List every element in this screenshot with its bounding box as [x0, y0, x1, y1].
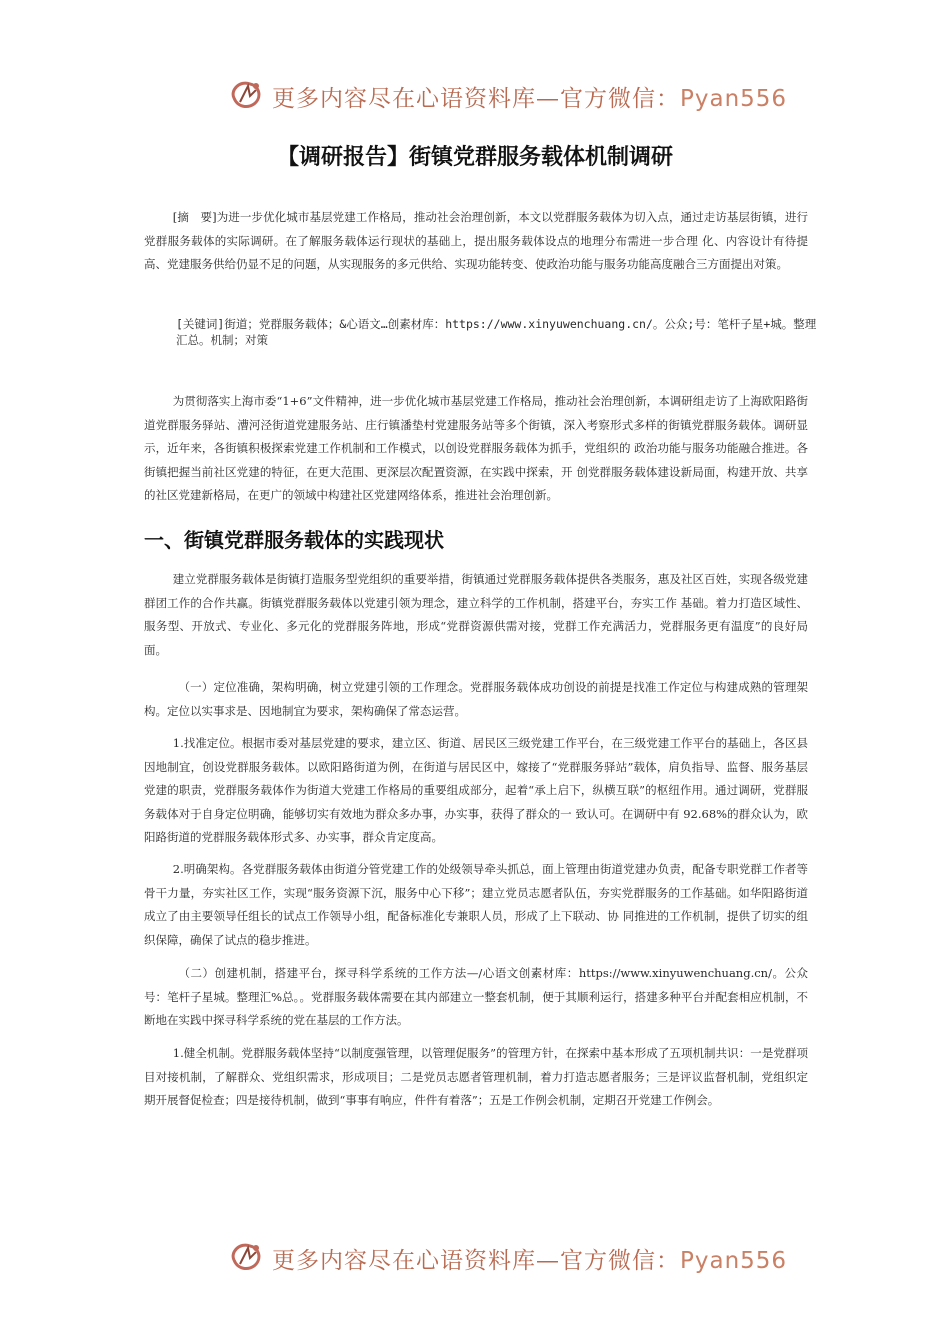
logo-icon: [226, 1238, 268, 1274]
point-paragraph-1: 1.找准定位。根据市委对基层党建的要求，建立区、街道、居民区三级党建工作平台，在三级党建工作平台的基础上，各区县因地制宜，创设党群服务载体。以欧阳路街道为例，在街道与居民区中，嫁接了“党群服务驿站”载体，肩负指导、监督、服务基层党建的职责，党群服务载体作为街道大党建工作格局的重要组成部分，起着“承上启下，纵横互联”的枢纽作用。通过调研，党群服务载体对于自身定位明确，能够切实有效地为群众多办事，办实事，获得了群众的一 致认可。在调研中有 92.68%的群众认为，欧阳路街道的党群服务载体形式多、办实事，群众肯定度高。: [144, 736, 808, 844]
header-watermark-banner: [0, 74, 950, 114]
banner-text: 更多内容尽在心语资料库—官方微信：Pyan556: [272, 1248, 788, 1274]
keywords-line: [关键词]街道；党群服务载体；&心语文…创素材库：https://www.xinyuwenchuang.cn/。公众;号：笔杆子星+城。整理汇总。机制；对策: [176, 317, 817, 347]
subsection-paragraph-1: （一）定位准确，架构明确，树立党建引领的工作理念。党群服务载体成功创设的前提是找准工作定位与构建成熟的管理架构。定位以实事求是、因地制宜为要求，架构确保了常态运营。: [144, 680, 808, 718]
subsection-paragraph-2: （二）创建机制，搭建平台，探寻科学系统的工作方法—/心语文创素材库：https://www.xinyuwenchuang.cn/。公众号：笔杆子星城。整理汇%总。。党群服务载体需要在其内部建立一整套机制，便于其顺利运行，搭建多种平台并配套相应机制，不断地在实践中探寻科学系统的党在基层的工作方法。: [144, 966, 808, 1027]
abstract-paragraph: [摘 要]为进一步优化城市基层党建工作格局，推动社会治理创新，本文以党群服务载体为切入点，通过走访基层街镇，进行党群服务载体的实际调研。在了解服务载体运行现状的基础上，提出服务载体设点的地理分布需进一步合理 化、内容设计有待提高、党建服务供给仍显不足的问题，从实现服务的多元供给、实现功能转变、使政治功能与服务功能高度融合三方面提出对策。: [144, 210, 808, 271]
intro-paragraph: 为贯彻落实上海市委“1+6”文件精神，进一步优化城市基层党建工作格局，推动社会治理创新，本调研组走访了上海欧阳路街道党群服务驿站、漕河泾街道党建服务站、庄行镇潘垫村党建服务站等多个街镇，深入考察形式多样的街镇党群服务载体。调研显示，近年来，各街镇积极探索党建工作机制和工作模式，以创设党群服务载体为抓手，党组织的 政治功能与服务功能融合推进。各街镇把握当前社区党建的特征，在更大范围、更深层次配置资源，在实践中探索，开 创党群服务载体建设新局面，构建开放、共享的社区党建新格局，在更广的领域中构建社区党建网络体系，推进社会治理创新。: [144, 394, 808, 502]
banner-text: 更多内容尽在心语资料库—官方微信：Pyan556: [272, 86, 788, 112]
logo-icon: [226, 76, 268, 112]
point-paragraph-3: 1.健全机制。党群服务载体坚持“以制度强管理，以管理促服务”的管理方针，在探索中基本形成了五项机制共识：一是党群项目对接机制，了解群众、党组织需求，形成项目；二是党员志愿者管理机制，着力打造志愿者服务；三是评议监督机制，党组织定期开展督促检查；四是接待机制，做到“事事有响应，件件有着落”；五是工作例会机制，定期召开党建工作例会。: [144, 1046, 808, 1107]
point-paragraph-2: 2.明确架构。各党群服务载体由街道分管党建工作的处级领导牵头抓总，面上管理由街道党建办负责，配备专职党群工作者等骨干力量，夯实社区工作，实现“服务资源下沉，服务中心下移”；建立党员志愿者队伍，夯实党群服务的工作基础。如华阳路街道成立了由主要领导任组长的试点工作领导小组，配备标准化专兼职人员，形成了上下联动、协 同推进的工作机制，提供了切实的组织保障，确保了试点的稳步推进。: [144, 862, 808, 947]
footer-watermark-banner: [0, 1236, 950, 1276]
section-paragraph-1: 建立党群服务载体是街镇打造服务型党组织的重要举措，街镇通过党群服务载体提供各类服务，惠及社区百姓，实现各级党建群团工作的合作共赢。街镇党群服务载体以党建引领为理念，建立科学的工作机制，搭建平台，夯实工作 基础。着力打造区域性、服务型、开放式、专业化、多元化的党群服务阵地，形成“党群资源供需对接，党群工作充满活力，党群服务更有温度”的良好局面。: [144, 572, 808, 657]
section-heading: 一、街镇党群服务载体的实践现状: [144, 528, 444, 552]
page-title: 【调研报告】街镇党群服务载体机制调研: [276, 145, 673, 170]
